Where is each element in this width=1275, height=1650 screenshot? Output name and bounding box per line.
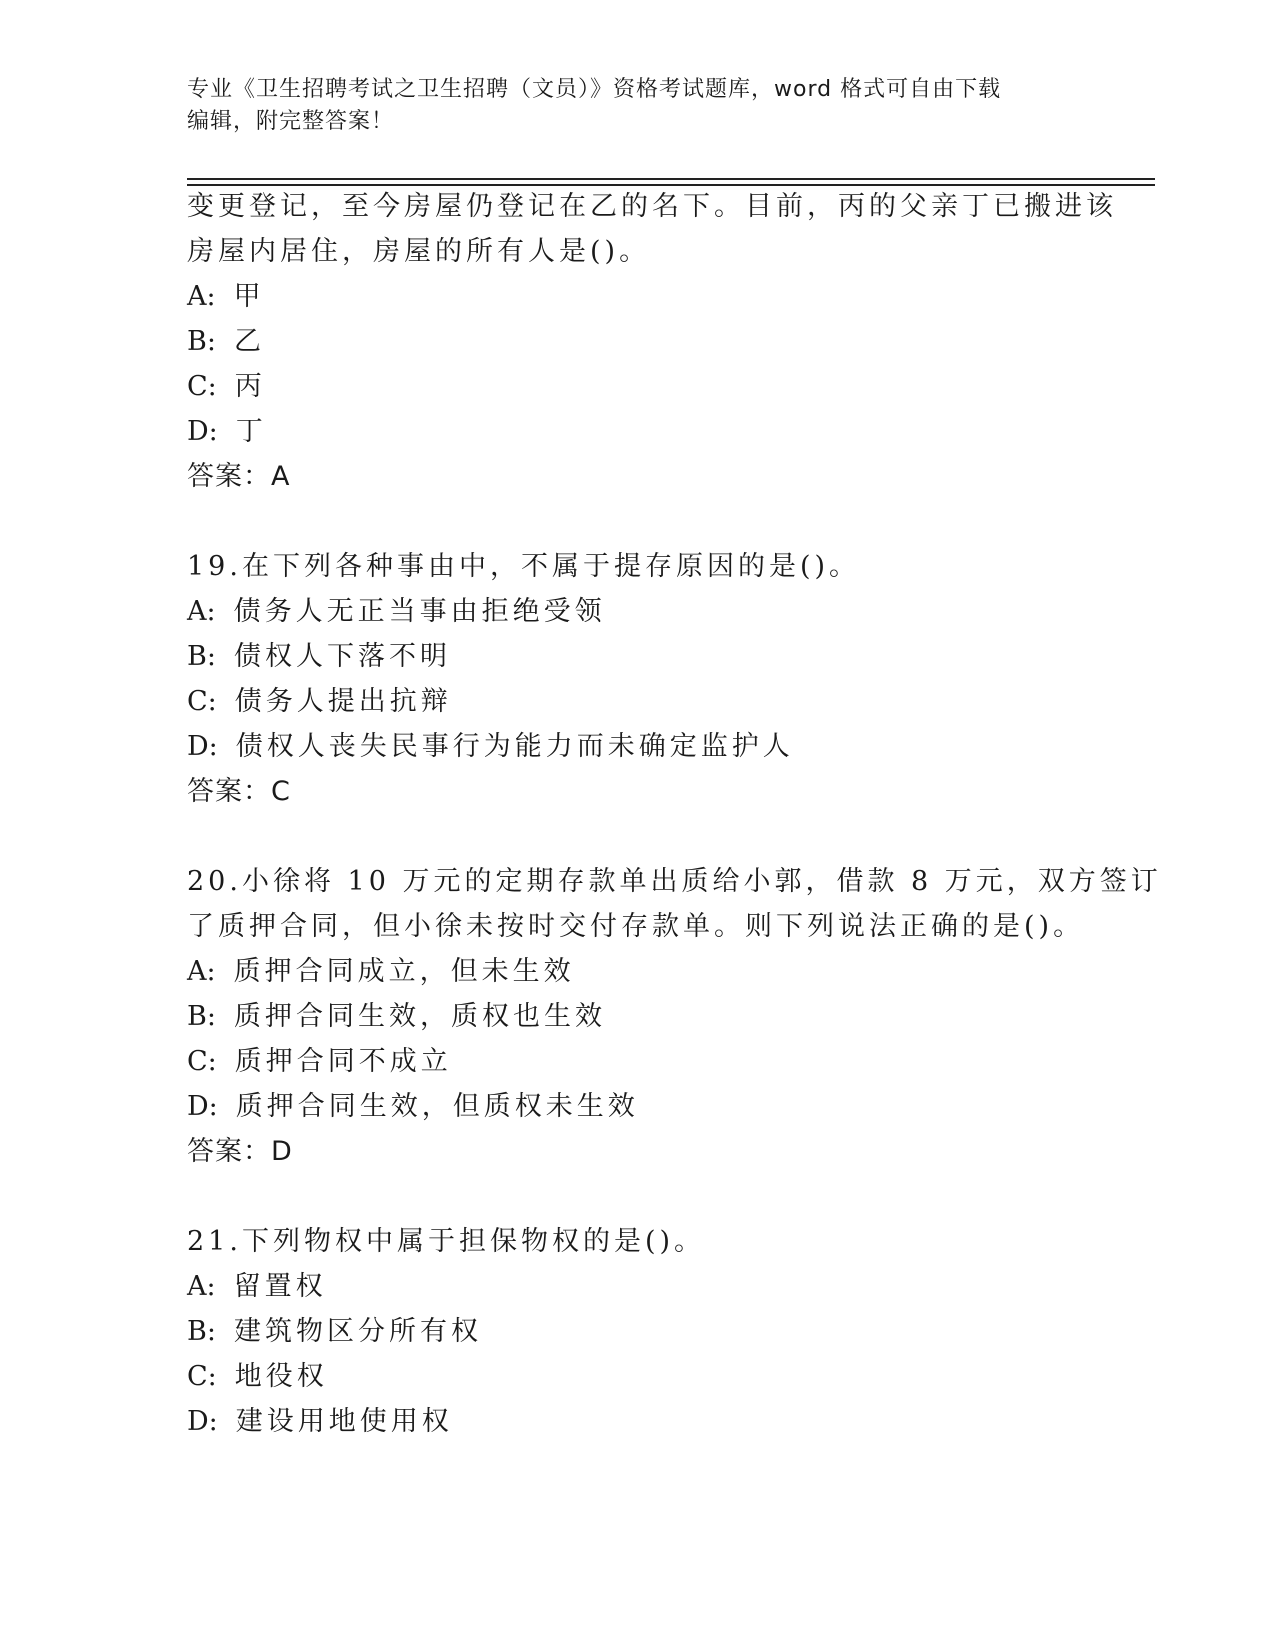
option-label: A: — [187, 956, 216, 987]
option-label: A: — [187, 1271, 216, 1302]
header-title-line2: 编辑，附完整答案！ — [187, 109, 395, 134]
q20-answer: 答案：D — [187, 1136, 293, 1167]
option-label: B: — [187, 641, 216, 672]
option-text: 建设用地使用权 — [235, 1406, 453, 1437]
q18-answer: 答案：A — [187, 461, 291, 492]
q18-option-a — [187, 279, 1087, 315]
q19-option-b — [187, 639, 1087, 675]
q21-text-line1: 21.下列物权中属于担保物权的是()。 — [187, 1226, 706, 1257]
option-label: C: — [187, 686, 217, 717]
q20-option-d — [187, 1089, 1087, 1125]
option-text: 甲 — [233, 281, 265, 312]
option-label: B: — [187, 1316, 216, 1347]
option-label: C: — [187, 1361, 217, 1392]
q20-option-a — [187, 954, 1087, 990]
q21-option-a — [187, 1269, 1087, 1305]
header-title-line1: 专业《卫生招聘考试之卫生招聘（文员）》资格考试题库，word 格式可自由下载 — [187, 77, 1002, 102]
q21-option-d — [187, 1404, 1087, 1440]
q18-option-d — [187, 414, 1087, 450]
option-label: B: — [187, 326, 216, 357]
option-text: 质押合同成立，但未生效 — [233, 956, 575, 987]
option-text: 债权人下落不明 — [233, 641, 451, 672]
option-text: 建筑物区分所有权 — [233, 1316, 482, 1347]
q20-option-b — [187, 999, 1087, 1035]
option-text: 留置权 — [233, 1271, 327, 1302]
option-label: D: — [187, 1091, 218, 1122]
option-label: B: — [187, 1001, 216, 1032]
option-label: A: — [187, 596, 216, 627]
option-label: D: — [187, 416, 218, 447]
q19-option-c — [187, 684, 1087, 720]
q21-option-c — [187, 1359, 1087, 1395]
option-text: 质押合同不成立 — [234, 1046, 452, 1077]
q18-option-c — [187, 369, 1087, 405]
page-header — [187, 74, 1067, 138]
q18-text-line2: 房屋内居住，房屋的所有人是()。 — [187, 236, 651, 267]
q20-text-line2: 了质押合同，但小徐未按时交付存款单。则下列说法正确的是()。 — [187, 911, 1085, 942]
option-label: D: — [187, 731, 218, 762]
q20-option-c — [187, 1044, 1087, 1080]
header-divider-bottom — [187, 184, 1155, 186]
option-text: 地役权 — [234, 1361, 328, 1392]
q19-option-d — [187, 729, 1087, 765]
option-label: C: — [187, 371, 217, 402]
option-label: D: — [187, 1406, 218, 1437]
option-label: C: — [187, 1046, 217, 1077]
q20-text-line1: 20.小徐将 10 万元的定期存款单出质给小郭，借款 8 万元，双方签订 — [187, 866, 1162, 897]
option-label: A: — [187, 281, 216, 312]
option-text: 乙 — [233, 326, 265, 357]
q19-option-a — [187, 594, 1087, 630]
option-text: 债权人丧失民事行为能力而未确定监护人 — [235, 731, 794, 762]
option-text: 债务人无正当事由拒绝受领 — [233, 596, 606, 627]
q19-answer: 答案：C — [187, 776, 291, 807]
option-text: 丁 — [235, 416, 267, 447]
q19-text-line1: 19.在下列各种事由中，不属于提存原因的是()。 — [187, 551, 861, 582]
option-text: 质押合同生效，质权也生效 — [233, 1001, 606, 1032]
option-text: 质押合同生效，但质权未生效 — [235, 1091, 639, 1122]
q18-option-b — [187, 324, 1087, 360]
q18-text-line1: 变更登记，至今房屋仍登记在乙的名下。目前，丙的父亲丁已搬进该 — [187, 191, 1117, 222]
header-divider-top — [187, 178, 1155, 180]
option-text: 债务人提出抗辩 — [234, 686, 452, 717]
option-text: 丙 — [234, 371, 266, 402]
q21-option-b — [187, 1314, 1087, 1350]
